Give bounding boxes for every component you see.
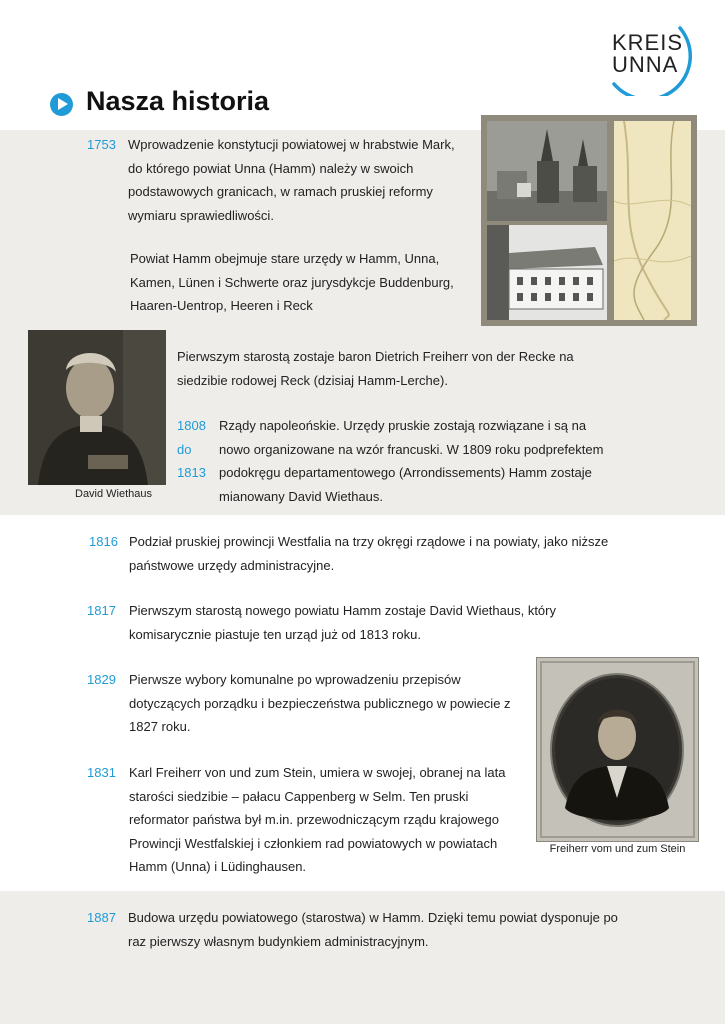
entry-1817-text [129, 599, 689, 646]
entry-1753-text [128, 133, 478, 227]
entry-1808-text [219, 414, 629, 508]
year-1808-1813 [177, 414, 217, 485]
text-line: Prowincji Westfalskiej i członkiem rad powiatowych w powiatach [129, 835, 498, 851]
text-line: Pierwsze wybory komunalne po wprowadzeniu przepisów [129, 672, 461, 687]
text-line: Karl Freiherr von und zum Stein, umiera w swojej, obranej na lata [129, 765, 506, 780]
year-line: 1813 [177, 465, 206, 480]
text-line: nowo organizowane na wzór francuski. W 1809 roku podprefektem [219, 441, 604, 457]
logo-line-2: UNNA [612, 52, 679, 77]
text-line: Rządy napoleońskie. Urzędy pruskie zostają rozwiązane i są na [219, 418, 587, 433]
text-line: Wprowadzenie konstytucji powiatowej w hrabstwie Mark, [128, 137, 455, 152]
town-photo [487, 121, 607, 221]
entry-1753-paragraph-3 [177, 345, 597, 392]
text-line: Hamm (Unna) i Lüdinghausen. [129, 859, 307, 874]
stein-portrait [536, 657, 699, 842]
play-icon [50, 93, 73, 116]
year-1816: 1816 [89, 534, 118, 549]
year-1753: 1753 [87, 137, 116, 152]
year-1887: 1887 [87, 910, 116, 925]
text-line: Pierwszym starostą zostaje baron Dietrich Freiherr von der Recke na [177, 349, 574, 364]
text-line: siedzibie rodowej Reck (dzisiaj Hamm-Lerche). [177, 372, 448, 388]
text-line: Podział pruskiej prowincji Westfalia na trzy okręgi rządowe i na powiaty, jako niższe [129, 534, 609, 549]
entry-1753-paragraph-2 [130, 247, 475, 318]
text-line: Kamen, Lünen i Schwerte oraz jurysdykcje Buddenburg, [130, 274, 454, 290]
logo-line-1: KREIS [612, 30, 684, 55]
year-1831: 1831 [87, 765, 116, 780]
page-title: Nasza historia [86, 86, 270, 116]
photo-collage [481, 115, 697, 326]
caption-stein: Freiherr vom und zum Stein [549, 843, 686, 855]
text-line: dotyczących porządku i bezpieczeństwa publicznego w powiecie z [129, 695, 511, 711]
text-line: reformator państwa był m.in. przewodniczącym rządu krajowego [129, 812, 499, 827]
text-line: Haaren-Uentrop, Heeren i Reck [130, 298, 313, 313]
year-line: do [177, 441, 192, 457]
text-line: Pierwszym starostą nowego powiatu Hamm zostaje David Wiethaus, który [129, 603, 556, 618]
year-line: 1808 [177, 418, 206, 433]
text-line: do którego powiat Unna (Hamm) należy w swoich [128, 160, 414, 176]
entry-1887-text [128, 906, 698, 953]
caption-wiethaus: David Wiethaus [75, 488, 153, 500]
entry-1831-text [129, 761, 529, 879]
text-line: komisarycznie piastuje ten urząd już od 1813 roku. [129, 626, 421, 642]
text-line: Powiat Hamm obejmuje stare urzędy w Hamm, Unna, [130, 251, 440, 266]
text-line: państwowe urzędy administracyjne. [129, 557, 335, 573]
building-photo [487, 225, 607, 320]
text-line: wymiaru sprawiedliwości. [128, 207, 274, 223]
text-line: podokręgu departamentowego (Arrondissements) Hamm zostaje [219, 465, 592, 480]
kreis-unna-logo [604, 24, 704, 96]
text-line: raz pierwszy własnym budynkiem administracyjnym. [128, 933, 429, 949]
year-1817: 1817 [87, 603, 116, 618]
text-line: 1827 roku. [129, 719, 191, 734]
year-1829: 1829 [87, 672, 116, 687]
text-line: mianowany David Wiethaus. [219, 488, 384, 504]
wiethaus-portrait [28, 330, 166, 485]
text-line: podstawowych granicach, w ramach pruskiej reformy [128, 184, 433, 199]
entry-1829-text [129, 668, 529, 739]
map-image [614, 121, 691, 320]
entry-1816-text [129, 530, 689, 577]
text-line: Budowa urzędu powiatowego (starostwa) w Hamm. Dzięki temu powiat dysponuje po [128, 910, 618, 925]
text-line: starości siedzibie – pałacu Cappenberg w Selm. Ten pruski [129, 788, 469, 804]
